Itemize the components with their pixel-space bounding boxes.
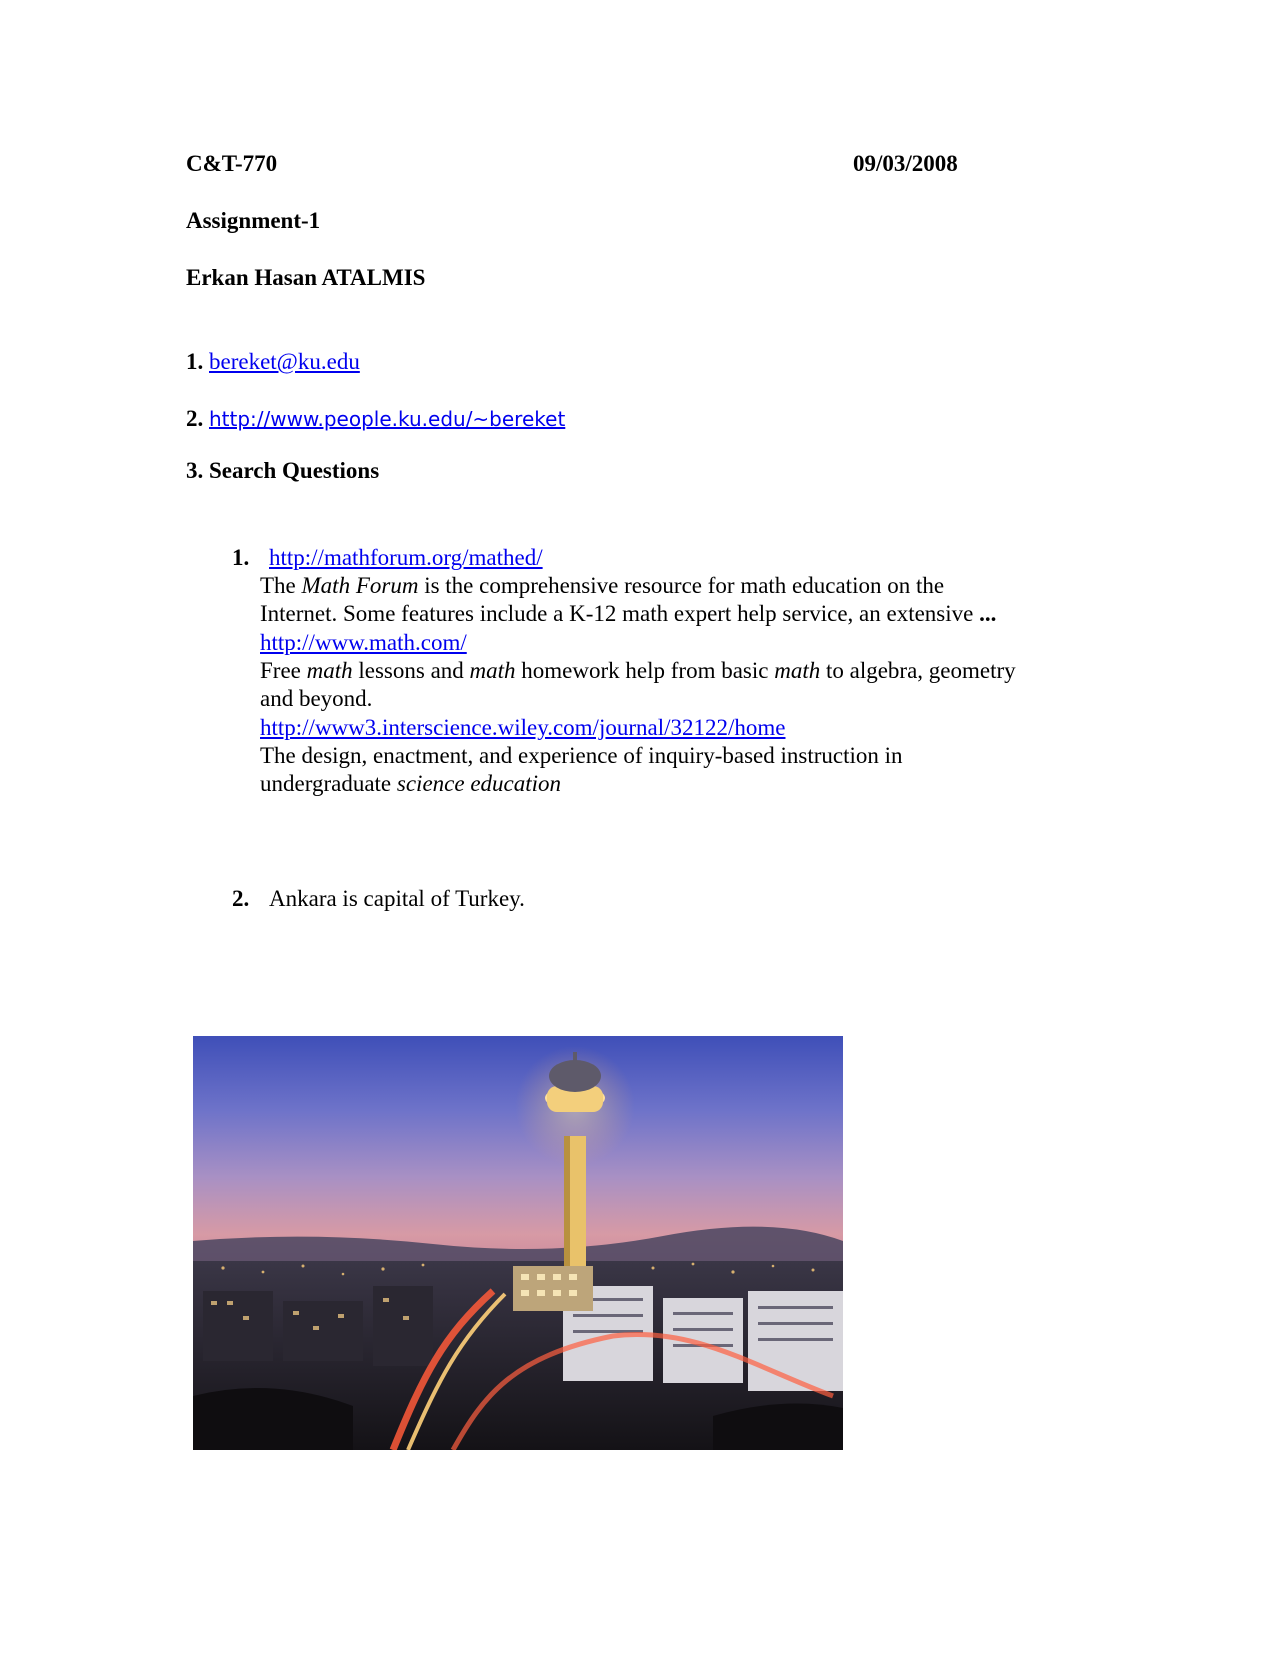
author-name: Erkan Hasan ATALMIS <box>186 265 426 290</box>
section-title: Search Questions <box>209 458 380 483</box>
homepage-link[interactable]: http://www.people.ku.edu/~bereket <box>209 407 566 431</box>
text-run: The <box>260 573 302 598</box>
text-run-italic: math <box>306 658 353 683</box>
text-run: is the comprehensive resource for math education on the <box>418 573 945 598</box>
text-run: homework help from basic <box>515 658 775 683</box>
result-desc-wiley-line2 <box>260 770 561 798</box>
result-desc-mathforum-line2 <box>260 600 996 628</box>
text-run-italic: math <box>774 658 821 683</box>
text-run: lessons and <box>352 658 470 683</box>
item-number: 3. <box>186 458 204 483</box>
result-link-mathforum[interactable]: http://mathforum.org/mathed/ <box>269 545 543 570</box>
text-run: to algebra, geometry <box>820 658 1016 683</box>
item-number: 2. <box>186 406 204 431</box>
course-code: C&T-770 <box>186 151 278 176</box>
text-run: Internet. Some features include a K-12 math expert help service, an extensive <box>260 601 980 626</box>
result-desc-mathcom-line2: and beyond. <box>260 686 373 711</box>
assignment-title: Assignment-1 <box>186 208 321 233</box>
item-homepage <box>186 405 565 433</box>
ankara-skyline-illustration <box>193 1036 843 1450</box>
question-number: 1. <box>232 545 250 570</box>
result-link-wiley[interactable]: http://www3.interscience.wiley.com/journal/32122/home <box>260 715 786 740</box>
text-run-italic: science education <box>396 771 562 796</box>
text-run-italic: Math Forum <box>301 573 419 598</box>
date: 09/03/2008 <box>853 151 958 176</box>
result-desc-mathforum-line1 <box>260 572 944 600</box>
answer-ankara: Ankara is capital of Turkey. <box>269 886 525 911</box>
item-email <box>186 348 360 376</box>
section-search-questions <box>186 457 379 485</box>
text-run: Free <box>260 658 307 683</box>
text-run-italic: math <box>469 658 516 683</box>
question-number: 2. <box>232 886 250 911</box>
item-number: 1. <box>186 349 204 374</box>
ellipsis: ... <box>979 601 997 626</box>
result-desc-wiley-line1: The design, enactment, and experience of inquiry-based instruction in <box>260 743 903 768</box>
ankara-photo <box>193 1036 843 1450</box>
result-link-mathcom[interactable]: http://www.math.com/ <box>260 630 467 655</box>
text-run: undergraduate <box>260 771 397 796</box>
email-link[interactable]: bereket@ku.edu <box>209 349 360 374</box>
result-desc-mathcom-line1 <box>260 657 1016 685</box>
